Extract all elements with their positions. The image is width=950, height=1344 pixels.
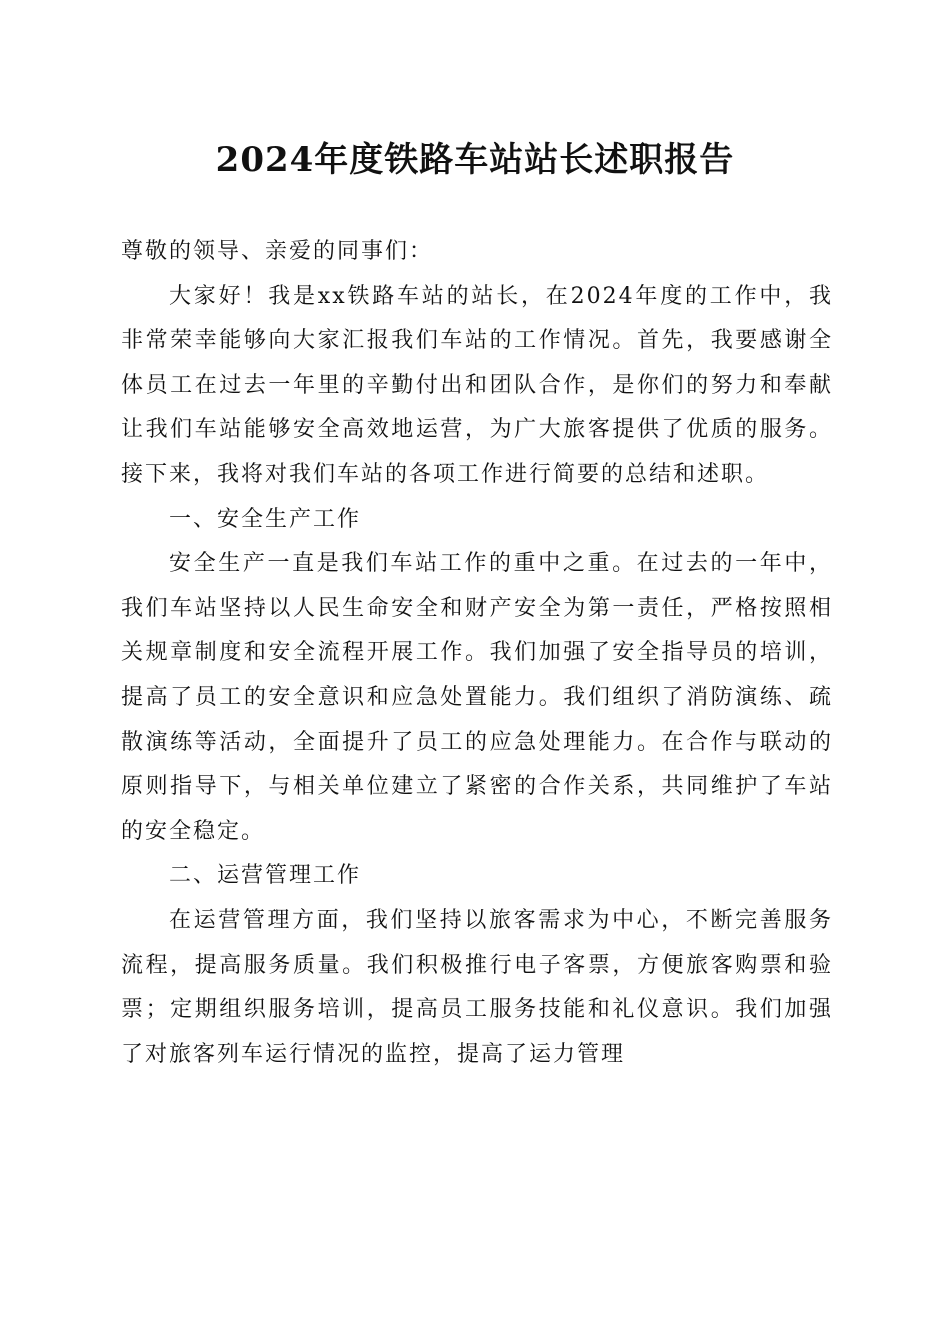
section-paragraph-operations: 在运营管理方面，我们坚持以旅客需求为中心，不断完善服务流程，提高服务质量。我们积极推行电子客票，方便旅客购票和验票；定期组织服务培训，提高员工服务技能和礼仪意识。我们加强了对旅客列车运行情况的监控，提高了运力管理 [121, 907, 833, 1067]
intro-paragraph: 大家好！我是xx铁路车站的站长，在2024年度的工作中，我非常荣幸能够向大家汇报我们车站的工作情况。首先，我要感谢全体员工在过去一年里的辛勤付出和团队合作，是你们的努力和奉献让我们车站能够安全高效地运营，为广大旅客提供了优质的服务。接下来，我将对我们车站的各项工作进行简要的总结和述职。 [121, 283, 833, 487]
page-title: 2024年度铁路车站站长述职报告 [215, 140, 735, 180]
section-heading-safety: 一、安全生产工作 [169, 506, 362, 532]
salutation: 尊敬的领导、亲爱的同事们： [121, 239, 434, 264]
document-body [121, 230, 833, 1077]
section-paragraph-safety: 安全生产一直是我们车站工作的重中之重。在过去的一年中，我们车站坚持以人民生命安全和财产安全为第一责任，严格按照相关规章制度和安全流程开展工作。我们加强了安全指导员的培训，提高了员工的安全意识和应急处置能力。我们组织了消防演练、疏散演练等活动，全面提升了员工的应急处理能力。在合作与联动的原则指导下，与相关单位建立了紧密的合作关系，共同维护了车站的安全稳定。 [121, 551, 833, 844]
section-heading-operations: 二、运营管理工作 [169, 863, 362, 889]
